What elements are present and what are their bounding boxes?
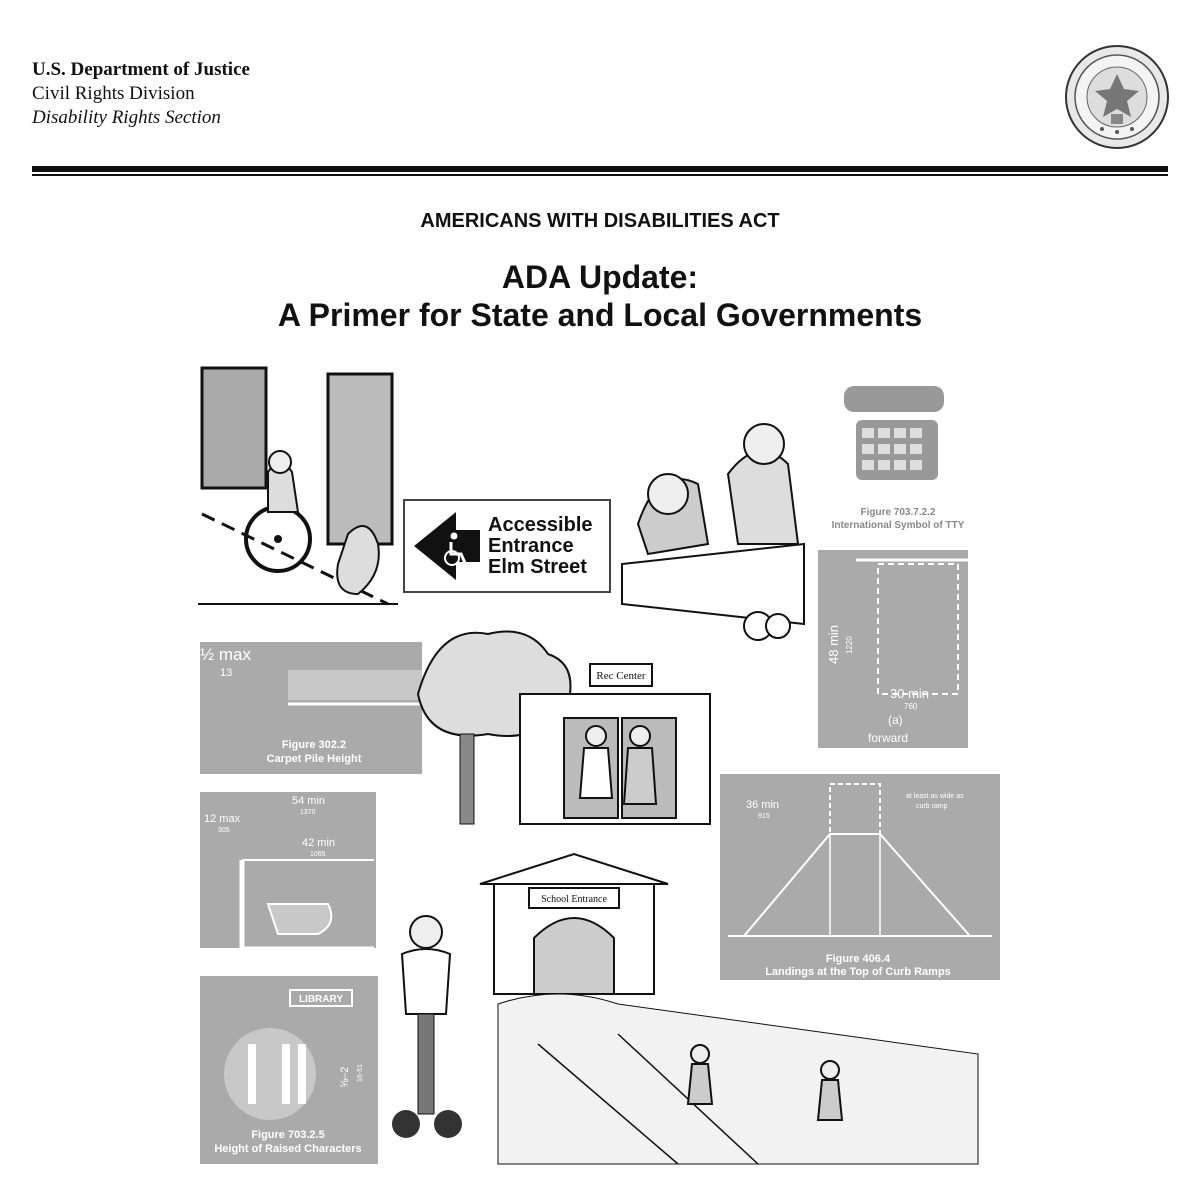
- forward-approach-figure: [818, 550, 968, 748]
- agency-block: [32, 58, 250, 130]
- grab-dim-3: 42 min: [302, 837, 336, 849]
- grab-dim-2-mm: 305: [218, 827, 230, 834]
- curb-caption-1: Figure 406.4: [825, 953, 891, 965]
- wheelchair-entrance-illustration: [198, 368, 398, 604]
- sign-line-2: Entrance: [488, 535, 574, 557]
- doj-seal-icon: [1064, 44, 1170, 150]
- tty-figure: [822, 384, 1002, 534]
- grab-dim-1-mm: 1370: [300, 809, 316, 816]
- forward-dim-horizontal: 30 min: [890, 686, 930, 701]
- sign-line-3: Elm Street: [488, 556, 587, 578]
- grab-dim-1: 54 min: [292, 795, 326, 807]
- raised-sign-text: LIBRARY: [298, 994, 344, 1005]
- division-name: Civil Rights Division: [32, 83, 195, 104]
- raised-caption-2: Height of Raised Characters: [214, 1143, 362, 1155]
- carpet-pile-figure: [200, 642, 422, 774]
- curb-note-2: curb ramp: [916, 803, 948, 810]
- forward-label-a: (a): [888, 713, 903, 727]
- header-rule: [32, 166, 1168, 172]
- carpet-caption-2: Carpet Pile Height: [266, 753, 362, 765]
- title-line-1: ADA Update:: [501, 259, 699, 295]
- carpet-dim: ½ max: [200, 645, 252, 664]
- raised-dim-mm: 16-51: [357, 1064, 364, 1082]
- tty-icon: [844, 386, 944, 412]
- segway-rider-illustration: [392, 916, 462, 1138]
- page-title: [0, 258, 1200, 334]
- section-name: Disability Rights Section: [32, 107, 221, 128]
- agency-name: U.S. Department of Justice: [32, 59, 250, 80]
- forward-label: forward: [868, 731, 909, 745]
- grab-dim-2: 12 max: [204, 813, 241, 825]
- forward-dim-horizontal-mm: 760: [904, 702, 918, 711]
- curb-note-1: at least as wide as: [906, 793, 964, 800]
- school-sign-text: School Entrance: [541, 894, 607, 905]
- tty-caption-2: International Symbol of TTY: [831, 520, 965, 531]
- raised-caption-1: Figure 703.2.5: [251, 1129, 325, 1141]
- restaurant-illustration: [622, 424, 804, 640]
- act-heading: AMERICANS WITH DISABILITIES ACT: [420, 210, 780, 232]
- curb-dim-mm: 915: [758, 813, 770, 820]
- raised-dim: ⅝–2: [339, 1066, 351, 1088]
- grab-dim-3-mm: 1065: [310, 851, 326, 858]
- title-line-2: A Primer for State and Local Governments: [277, 297, 923, 333]
- rec-center-sign-text: Rec Center: [596, 670, 646, 682]
- carpet-caption-1: Figure 302.2: [281, 739, 347, 751]
- curb-ramp-figure: [720, 774, 1000, 980]
- raised-characters-figure: [200, 976, 378, 1164]
- curb-dim: 36 min: [746, 799, 780, 811]
- sign-line-1: Accessible: [488, 514, 593, 536]
- forward-dim-vertical-mm: 1220: [845, 636, 854, 654]
- rec-center-illustration: [418, 632, 710, 825]
- curb-caption-2: Landings at the Top of Curb Ramps: [765, 966, 951, 978]
- forward-dim-vertical: 48 min: [826, 624, 841, 664]
- illustration-collage: [198, 364, 1002, 1172]
- carpet-dim-mm: 13: [220, 667, 233, 679]
- grab-bar-figure: [200, 792, 376, 948]
- header-rule-thin: [32, 174, 1168, 176]
- accessible-entrance-sign: [404, 500, 610, 592]
- tty-caption-1: Figure 703.7.2.2: [860, 507, 936, 518]
